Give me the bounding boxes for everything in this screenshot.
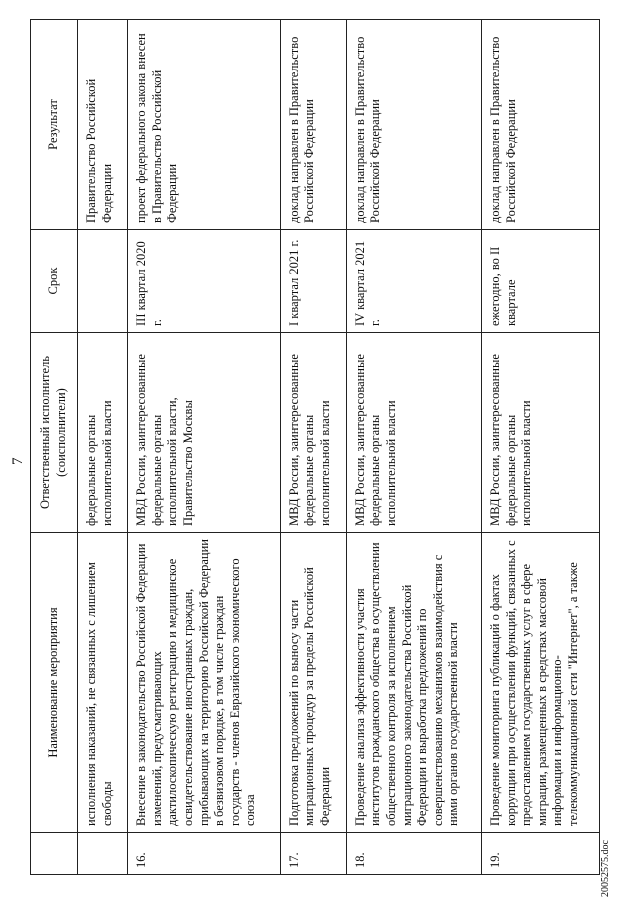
row-result: проект федерального закона внесен в Правительство Российской Федерации [128, 20, 281, 230]
row-executor: МВД России, заинтересованные федеральные органы исполнительной власти [280, 333, 346, 533]
page-number: 7 [10, 457, 26, 465]
table-row [481, 20, 599, 875]
row-executor: МВД России, заинтересованные федеральные органы исполнительной власти, Правительство Москвы [128, 333, 281, 533]
table-row [346, 20, 481, 875]
row-result: доклад направлен в Правительство Российской Федерации [481, 20, 599, 230]
table-row [78, 20, 128, 875]
row-executor: федеральные органы исполнительной власти [78, 333, 128, 533]
row-num: 19. [481, 833, 599, 875]
footer-filename: 20052575.doc [600, 840, 611, 897]
row-term: III квартал 2020 г. [128, 230, 281, 333]
row-name: Проведение мониторинга публикаций о фактах коррупции при осуществлении функций, связанных с предоставлением государственных услуг в сфере миграции, размещенных в средствах массовой информации и информационно-телекоммуникационной сети "Интернет", а также [481, 533, 599, 833]
row-num: 17. [280, 833, 346, 875]
table-header-row [31, 20, 78, 875]
header-name: Наименование мероприятия [31, 533, 78, 833]
row-term [78, 230, 128, 333]
action-plan-table [30, 19, 600, 875]
row-name: Проведение анализа эффективности участия институтов гражданского общества в осуществлении общественного контроля за исполнением миграционного законодательства Российской Федерации и выработка предложений по совершенствованию механизмов взаимодействия с ними органов государственной власти [346, 533, 481, 833]
row-term: ежегодно, во II квартале [481, 230, 599, 333]
row-term: I квартал 2021 г. [280, 230, 346, 333]
row-name: Внесение в законодательство Российской Федерации изменений, предусматривающих дактилоскопическую регистрацию и медицинское освидетельствование иностранных граждан, прибывающих на территорию Российской Федерации в безвизовом порядке, в том числе граждан государств - членов Евразийского экономического союза [128, 533, 281, 833]
header-executor: Ответственный исполнитель (соисполнители) [31, 333, 78, 533]
row-name: исполнения наказаний, не связанных с лишением свободы [78, 533, 128, 833]
row-name: Подготовка предложений по выносу части миграционных процедур за пределы Российской Федерации [280, 533, 346, 833]
row-num: 18. [346, 833, 481, 875]
row-result: Правительство Российской Федерации [78, 20, 128, 230]
header-result: Результат [31, 20, 78, 230]
header-num [31, 833, 78, 875]
row-num [78, 833, 128, 875]
row-term: IV квартал 2021 г. [346, 230, 481, 333]
row-executor: МВД России, заинтересованные федеральные органы исполнительной власти [346, 333, 481, 533]
row-executor: МВД России, заинтересованные федеральные органы исполнительной власти [481, 333, 599, 533]
header-term: Срок [31, 230, 78, 333]
table-row [128, 20, 281, 875]
table-row [280, 20, 346, 875]
row-result: доклад направлен в Правительство Российской Федерации [280, 20, 346, 230]
row-num: 16. [128, 833, 281, 875]
row-result: доклад направлен в Правительство Российской Федерации [346, 20, 481, 230]
